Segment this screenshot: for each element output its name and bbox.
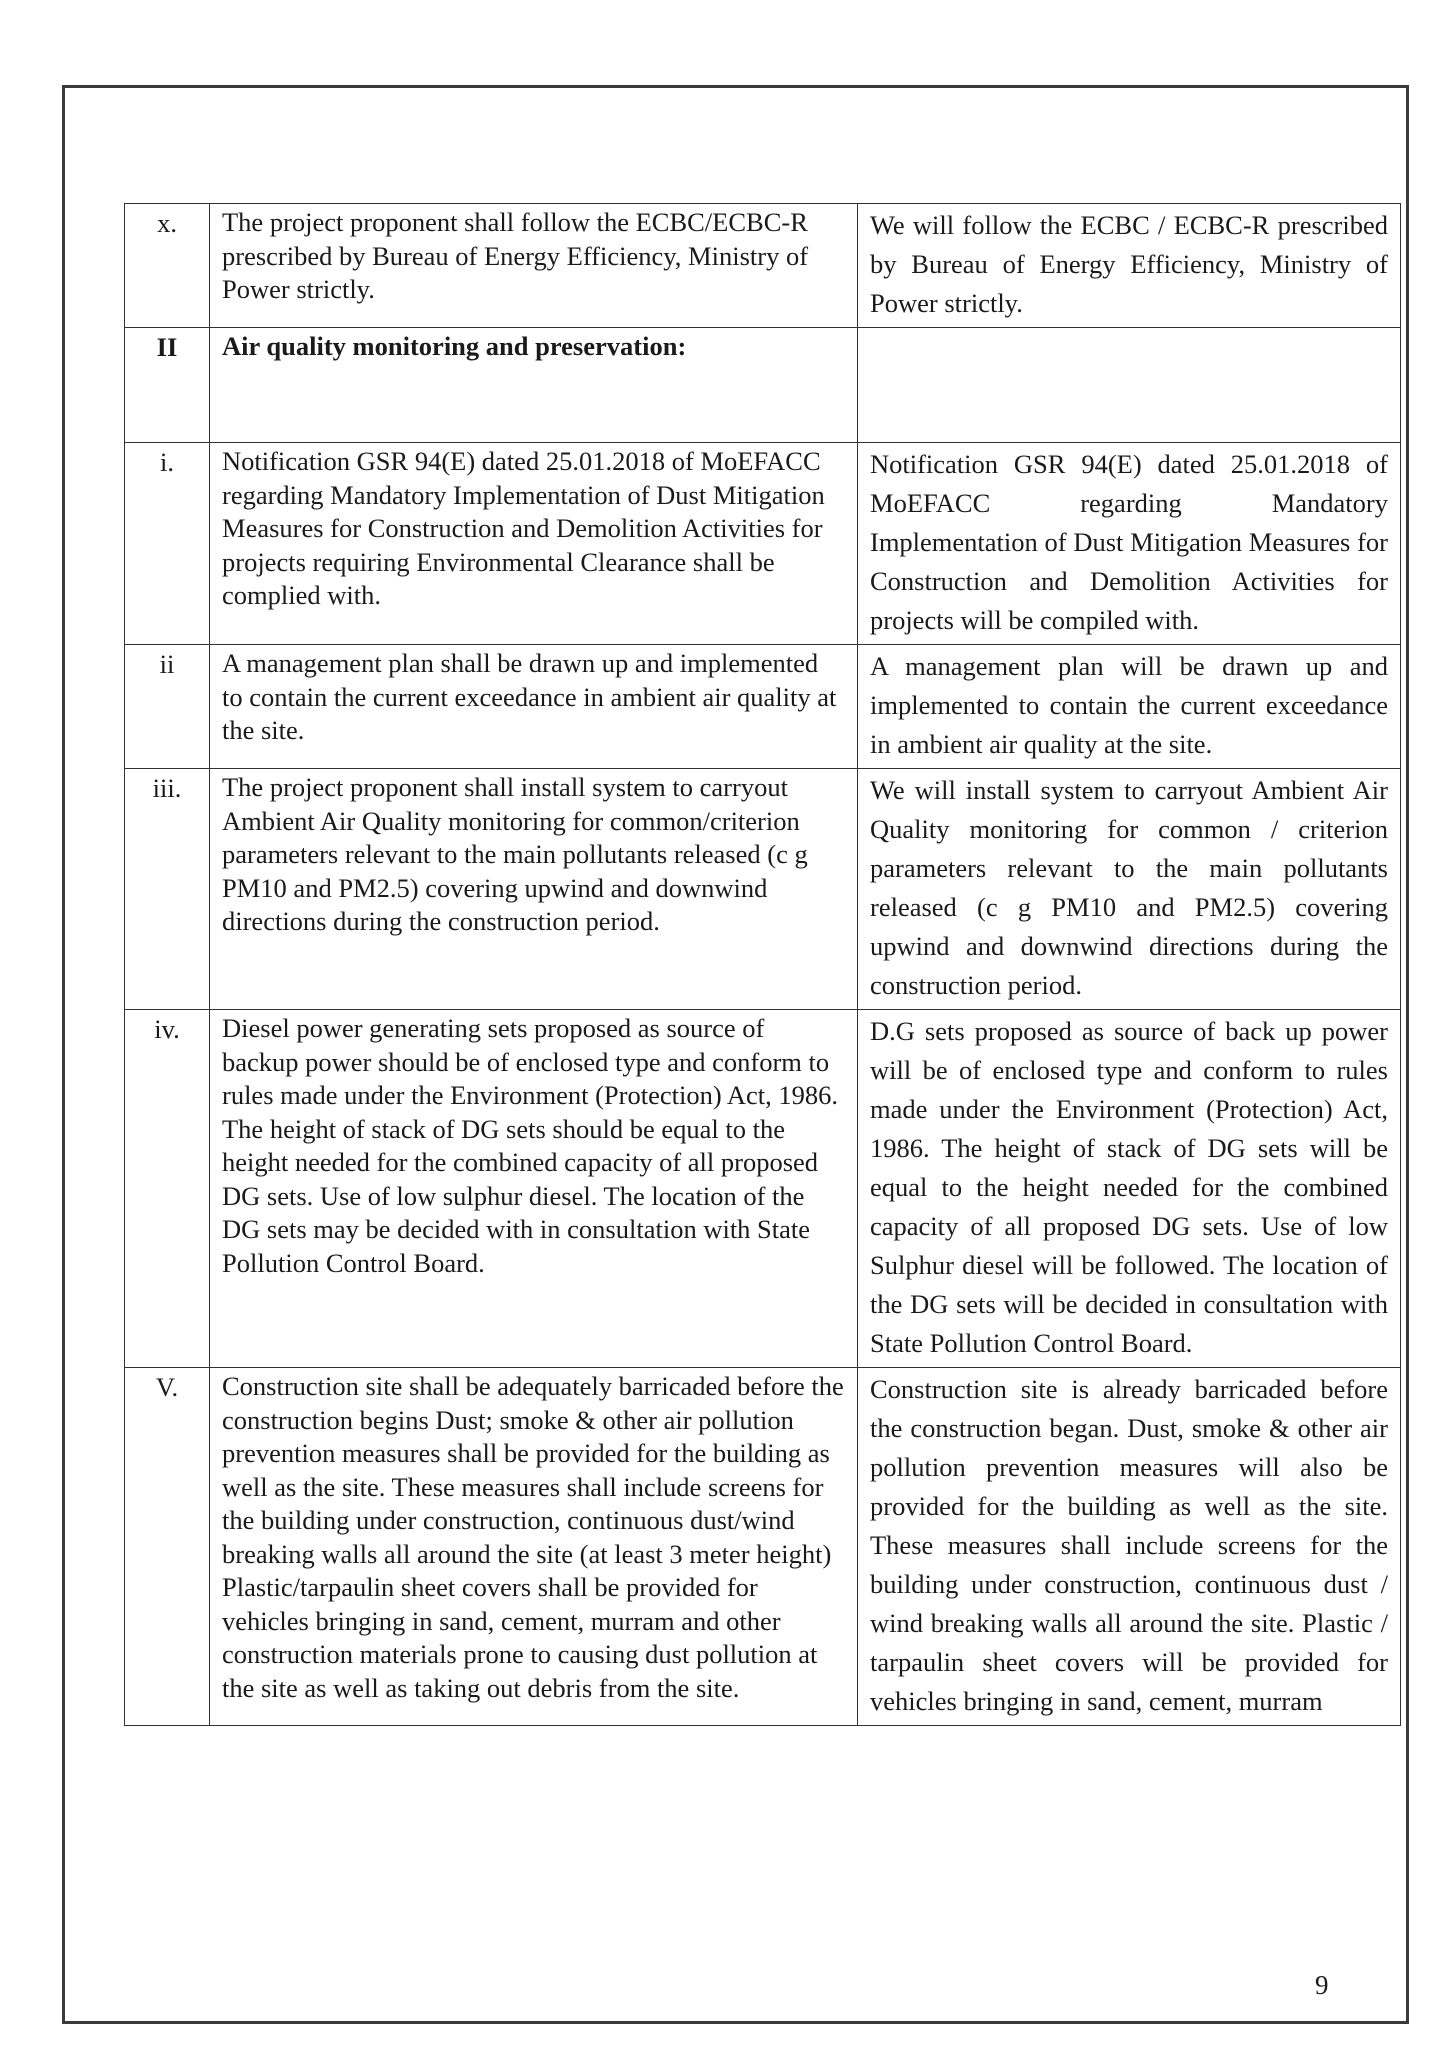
page-number: 9: [1315, 1970, 1329, 2000]
condition-cell: Notification GSR 94(E) dated 25.01.2018 of MoEFACC regarding Mandatory Implementation of Dust Mitigation Measures for Construction and Demolition Activities for projects requiring Environmental Clearance shall be complied with.: [210, 443, 858, 645]
table-row: [125, 1010, 1401, 1368]
row-number: iii.: [152, 773, 182, 803]
compliance-reply-cell: D.G sets proposed as source of back up power will be of enclosed type and conform to rules made under the Environment (Protection) Act, 1986. The height of stack of DG sets will be equal to the height needed for the combined capacity of all proposed DG sets. Use of low Sulphur diesel will be followed. The location of the DG sets will be decided in consultation with State Pollution Control Board.: [858, 1010, 1401, 1368]
row-number: V.: [155, 1372, 179, 1402]
compliance-table: [124, 203, 1401, 1726]
table-row: [125, 443, 1401, 645]
condition-cell: The project proponent shall install system to carryout Ambient Air Quality monitoring for common/criterion parameters relevant to the main pollutants released (c g PM10 and PM2.5) covering upwind and downwind directions during the construction period.: [210, 769, 858, 1010]
compliance-reply-cell: We will follow the ECBC / ECBC-R prescribed by Bureau of Energy Efficiency, Ministry of Power strictly.: [858, 204, 1401, 328]
row-number-cell: [125, 645, 210, 769]
table-row: [125, 204, 1401, 328]
table-row: [125, 645, 1401, 769]
condition-cell: A management plan shall be drawn up and implemented to contain the current exceedance in ambient air quality at the site.: [210, 645, 858, 769]
compliance-reply-cell: We will install system to carryout Ambient Air Quality monitoring for common / criterion parameters relevant to the main pollutants released (c g PM10 and PM2.5) covering upwind and downwind directions during the construction period.: [858, 769, 1401, 1010]
condition-cell: Construction site shall be adequately barricaded before the construction begins Dust; smoke & other air pollution prevention measures shall be provided for the building as well as the site. These measures shall include screens for the building under construction, continuous dust/wind breaking walls all around the site (at least 3 meter height) Plastic/tarpaulin sheet covers shall be provided for vehicles bringing in sand, cement, murram and other construction materials prone to causing dust pollution at the site as well as taking out debris from the site.: [210, 1368, 858, 1726]
section-number: II: [156, 332, 178, 362]
row-number: x.: [157, 208, 177, 238]
section-heading: Air quality monitoring and preservation:: [210, 328, 858, 443]
section-number-cell: [125, 328, 210, 443]
row-number-cell: [125, 443, 210, 645]
compliance-reply-cell: Construction site is already barricaded before the construction began. Dust, smoke & other air pollution prevention measures will also be provided for the building as well as the site. These measures shall include screens for the building under construction, continuous dust / wind breaking walls all around the site. Plastic / tarpaulin sheet covers will be provided for vehicles bringing in sand, cement, murram: [858, 1368, 1401, 1726]
row-number: iv.: [154, 1014, 180, 1044]
row-number-cell: [125, 204, 210, 328]
row-number-cell: [125, 1010, 210, 1368]
row-number-cell: [125, 769, 210, 1010]
row-number-cell: [125, 1368, 210, 1726]
row-number: i.: [160, 447, 174, 477]
condition-cell: The project proponent shall follow the ECBC/ECBC-R prescribed by Bureau of Energy Efficiency, Ministry of Power strictly.: [210, 204, 858, 328]
condition-cell: Diesel power generating sets proposed as source of backup power should be of enclosed type and conform to rules made under the Environment (Protection) Act, 1986. The height of stack of DG sets should be equal to the height needed for the combined capacity of all proposed DG sets. Use of low sulphur diesel. The location of the DG sets may be decided with in consultation with State Pollution Control Board.: [210, 1010, 858, 1368]
row-number: ii: [159, 649, 175, 679]
compliance-reply-cell: A management plan will be drawn up and implemented to contain the current exceedance in ambient air quality at the site.: [858, 645, 1401, 769]
table-row: [125, 769, 1401, 1010]
section-reply-cell: [858, 328, 1401, 443]
table-row: [125, 1368, 1401, 1726]
compliance-reply-cell: Notification GSR 94(E) dated 25.01.2018 of MoEFACC regarding Mandatory Implementation of Dust Mitigation Measures for Construction and Demolition Activities for projects will be compiled with.: [858, 443, 1401, 645]
section-heading-row: [125, 328, 1401, 443]
